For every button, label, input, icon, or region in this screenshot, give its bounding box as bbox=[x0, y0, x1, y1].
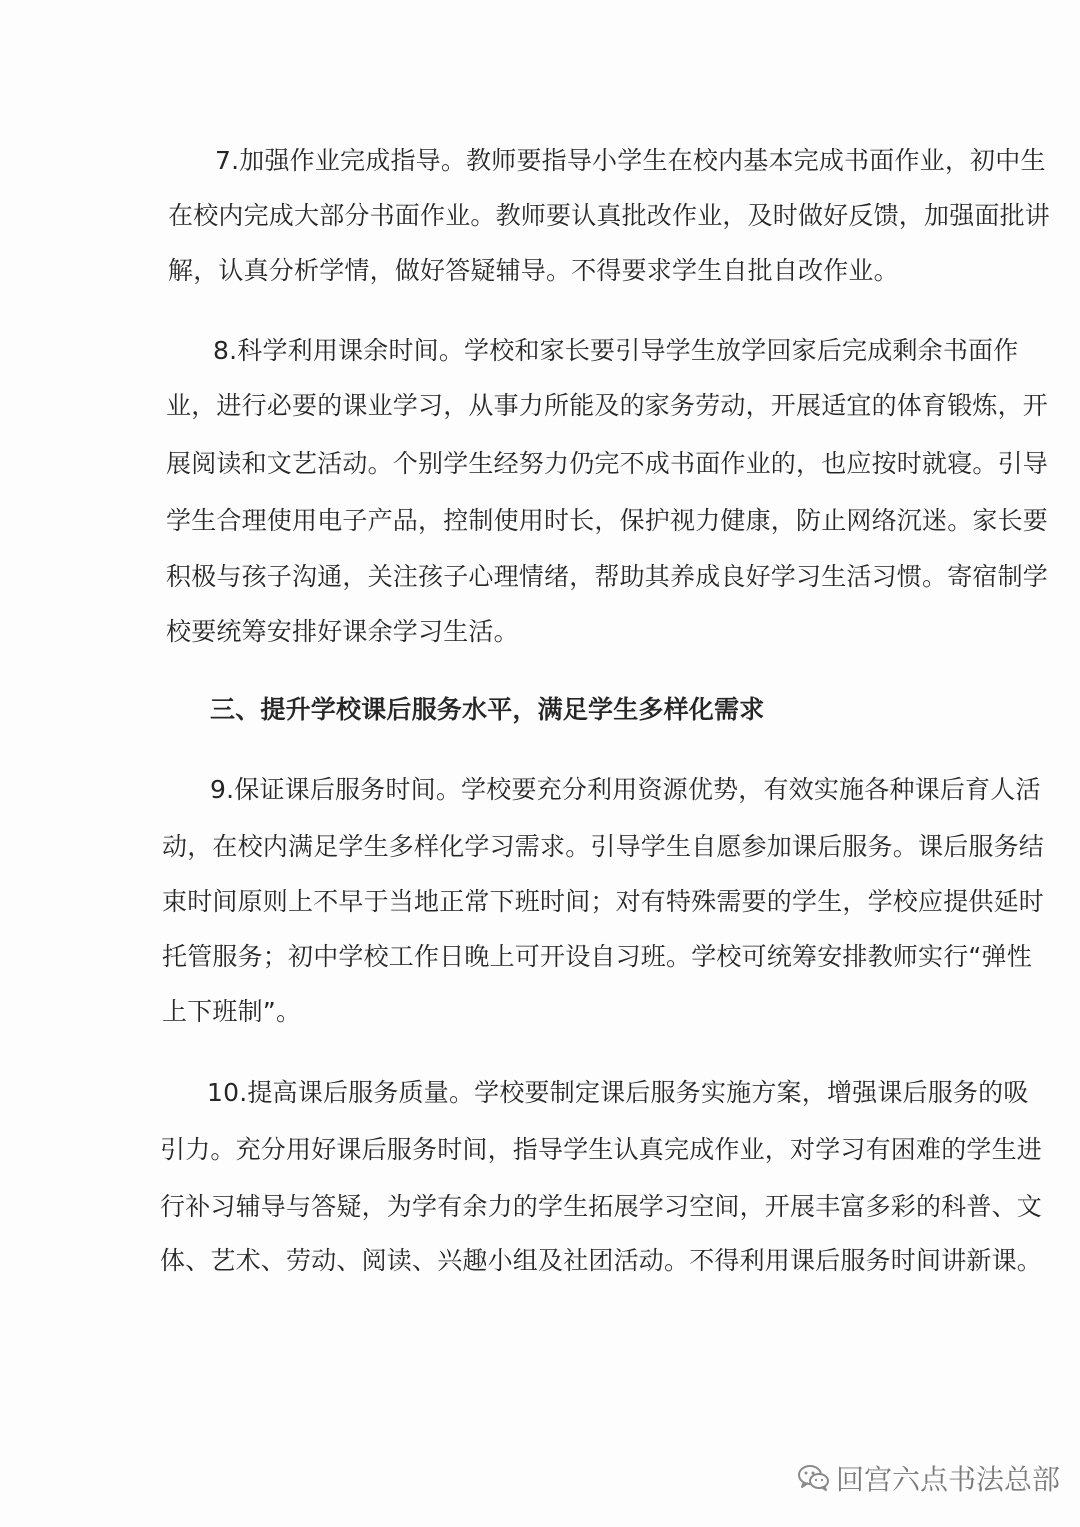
doc-line-12: 动，在校内满足学生多样化学习需求。引导学生自愿参加课后服务。课后服务结 bbox=[162, 832, 1045, 861]
doc-line-11: 9.保证课后服务时间。学校要充分利用资源优势，有效实施各种课后育人活 bbox=[210, 775, 1041, 804]
doc-line-19: 体、艺术、劳动、阅读、兴趣小组及社团活动。不得利用课后服务时间讲新课。 bbox=[160, 1246, 1043, 1275]
doc-line-13: 束时间原则上不早于当地正常下班时间；对有特殊需要的学生，学校应提供延时 bbox=[162, 887, 1045, 916]
doc-line-18: 行补习辅导与答疑，为学有余力的学生拓展学习空间，开展丰富多彩的科普、文 bbox=[160, 1192, 1043, 1221]
doc-line-6: 展阅读和文艺活动。个别学生经努力仍完不成书面作业的，也应按时就寝。引导 bbox=[166, 449, 1049, 478]
watermark bbox=[796, 1453, 1060, 1503]
doc-line-17: 引力。充分用好课后服务时间，指导学生认真完成作业，对学习有困难的学生进 bbox=[160, 1135, 1043, 1164]
doc-line-1: 7.加强作业完成指导。教师要指导小学生在校内基本完成书面作业，初中生 bbox=[215, 146, 1046, 175]
doc-line-2: 在校内完成大部分书面作业。教师要认真批改作业，及时做好反馈，加强面批讲 bbox=[168, 201, 1051, 230]
doc-line-14: 托管服务；初中学校工作日晚上可开设自习班。学校可统筹安排教师实行“弹性 bbox=[162, 942, 1032, 971]
doc-line-5: 业，进行必要的课业学习，从事力所能及的家务劳动，开展适宜的体育锻炼，开 bbox=[166, 391, 1049, 420]
doc-line-7: 学生合理使用电子产品，控制使用时长，保护视力健康，防止网络沉迷。家长要 bbox=[166, 506, 1049, 535]
wechat-icon bbox=[796, 1460, 832, 1496]
doc-line-4: 8.科学利用课余时间。学校和家长要引导学生放学回家后完成剩余书面作 bbox=[213, 336, 1019, 365]
doc-line-3: 解，认真分析学情，做好答疑辅导。不得要求学生自批自改作业。 bbox=[168, 256, 899, 285]
doc-line-8: 积极与孩子沟通，关注孩子心理情绪，帮助其养成良好学习生活习惯。寄宿制学 bbox=[166, 562, 1049, 591]
doc-line-9: 校要统筹安排好课余学习生活。 bbox=[166, 617, 519, 646]
doc-line-16: 10.提高课后服务质量。学校要制定课后服务实施方案，增强课后服务的吸 bbox=[207, 1078, 1029, 1107]
section-heading: 三、提升学校课后服务水平，满足学生多样化需求 bbox=[210, 695, 765, 724]
doc-line-15: 上下班制”。 bbox=[162, 997, 302, 1026]
watermark-text: 回宫六点书法总部 bbox=[836, 1463, 1061, 1496]
